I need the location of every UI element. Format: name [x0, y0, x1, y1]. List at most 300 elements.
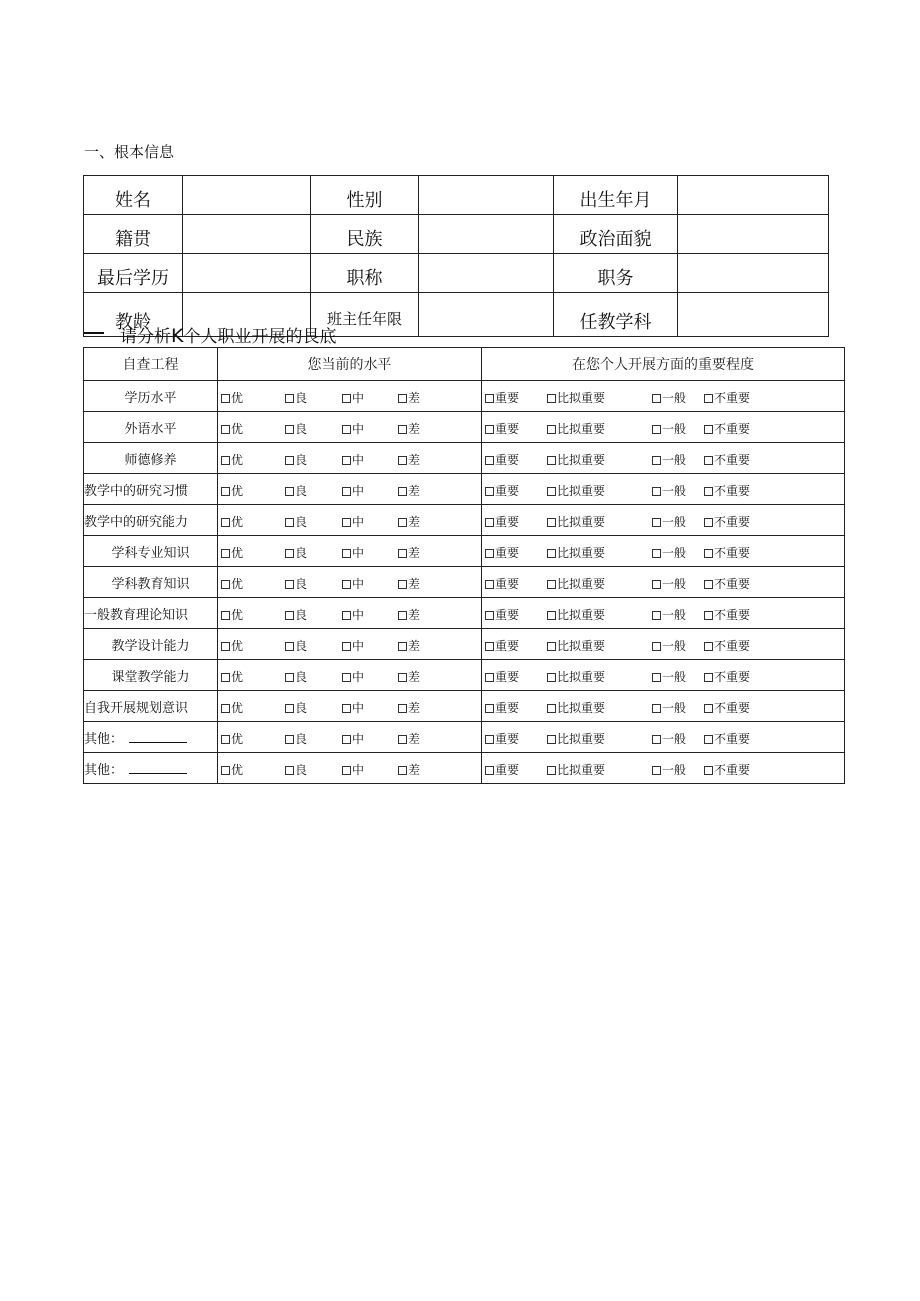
- checkbox-icon[interactable]: [652, 673, 661, 682]
- level-option[interactable]: [398, 761, 420, 778]
- importance-option[interactable]: [485, 451, 519, 468]
- level-option[interactable]: [398, 389, 420, 406]
- checkbox-icon[interactable]: [285, 425, 294, 434]
- checkbox-icon[interactable]: [285, 518, 294, 527]
- level-options-cell: [218, 381, 482, 412]
- importance-option[interactable]: [652, 730, 686, 747]
- importance-option[interactable]: [652, 389, 686, 406]
- survey-item-cell: [84, 443, 218, 474]
- checkbox-icon[interactable]: [342, 735, 351, 744]
- importance-option-label: 不重要: [714, 577, 751, 591]
- level-option[interactable]: [398, 730, 420, 747]
- importance-option[interactable]: [704, 761, 750, 778]
- importance-option[interactable]: [704, 482, 750, 499]
- checkbox-icon[interactable]: [547, 766, 556, 775]
- checkbox-icon[interactable]: [398, 766, 407, 775]
- checkbox-icon[interactable]: [485, 642, 494, 651]
- checkbox-icon[interactable]: [398, 704, 407, 713]
- checkbox-icon[interactable]: [221, 735, 230, 744]
- importance-option-label: 重要: [495, 453, 520, 467]
- importance-option-label: 不重要: [714, 515, 751, 529]
- level-option[interactable]: [342, 606, 364, 623]
- checkbox-icon[interactable]: [704, 487, 713, 496]
- checkbox-icon[interactable]: [285, 549, 294, 558]
- importance-option[interactable]: [652, 544, 686, 561]
- checkbox-icon[interactable]: [652, 735, 661, 744]
- checkbox-icon[interactable]: [547, 611, 556, 620]
- level-option[interactable]: [221, 420, 243, 437]
- checkbox-icon[interactable]: [652, 549, 661, 558]
- level-option-label: 差: [408, 577, 421, 591]
- level-option[interactable]: [285, 420, 307, 437]
- checkbox-icon[interactable]: [652, 704, 661, 713]
- checkbox-icon[interactable]: [285, 456, 294, 465]
- importance-option-label: 重要: [495, 484, 520, 498]
- level-option[interactable]: [285, 761, 307, 778]
- level-option[interactable]: [398, 575, 420, 592]
- checkbox-icon[interactable]: [342, 487, 351, 496]
- checkbox-icon[interactable]: [485, 766, 494, 775]
- checkbox-icon[interactable]: [342, 642, 351, 651]
- level-option-label: 良: [295, 732, 308, 746]
- checkbox-icon[interactable]: [221, 518, 230, 527]
- checkbox-icon[interactable]: [221, 580, 230, 589]
- importance-options-cell: [482, 443, 845, 474]
- survey-row: [84, 536, 845, 567]
- section1-heading: 一、根本信息: [84, 143, 175, 161]
- checkbox-icon[interactable]: [221, 549, 230, 558]
- checkbox-icon[interactable]: [398, 580, 407, 589]
- checkbox-icon[interactable]: [398, 735, 407, 744]
- level-options-cell: [218, 505, 482, 536]
- importance-option[interactable]: [485, 637, 519, 654]
- importance-option[interactable]: [652, 761, 686, 778]
- importance-option[interactable]: [652, 420, 686, 437]
- info-value-field[interactable]: [678, 293, 829, 337]
- importance-option[interactable]: [704, 606, 750, 623]
- importance-option[interactable]: [485, 606, 519, 623]
- importance-option[interactable]: [485, 389, 519, 406]
- importance-option[interactable]: [547, 482, 605, 499]
- level-option[interactable]: [221, 451, 243, 468]
- importance-option[interactable]: [652, 575, 686, 592]
- importance-option[interactable]: [704, 389, 750, 406]
- level-option[interactable]: [221, 699, 243, 716]
- importance-option[interactable]: [652, 668, 686, 685]
- checkbox-icon[interactable]: [704, 766, 713, 775]
- checkbox-icon[interactable]: [221, 673, 230, 682]
- checkbox-icon[interactable]: [547, 425, 556, 434]
- checkbox-icon[interactable]: [704, 394, 713, 403]
- checkbox-icon[interactable]: [285, 704, 294, 713]
- level-option[interactable]: [285, 699, 307, 716]
- importance-option[interactable]: [547, 513, 605, 530]
- checkbox-icon[interactable]: [547, 518, 556, 527]
- checkbox-icon[interactable]: [704, 735, 713, 744]
- checkbox-icon[interactable]: [342, 549, 351, 558]
- checkbox-icon[interactable]: [221, 425, 230, 434]
- importance-option[interactable]: [547, 544, 605, 561]
- section2-heading: [84, 326, 336, 347]
- survey-row: [84, 412, 845, 443]
- checkbox-icon[interactable]: [285, 766, 294, 775]
- checkbox-icon[interactable]: [547, 673, 556, 682]
- level-option[interactable]: [221, 761, 243, 778]
- checkbox-icon[interactable]: [398, 456, 407, 465]
- importance-option-label: 不重要: [714, 453, 751, 467]
- checkbox-icon[interactable]: [221, 766, 230, 775]
- level-option[interactable]: [285, 513, 307, 530]
- checkbox-icon[interactable]: [398, 549, 407, 558]
- level-option-label: 优: [231, 701, 244, 715]
- level-option[interactable]: [221, 575, 243, 592]
- level-option[interactable]: [398, 451, 420, 468]
- info-value-field[interactable]: [678, 215, 829, 254]
- info-value-field[interactable]: [419, 176, 554, 215]
- checkbox-icon[interactable]: [485, 673, 494, 682]
- level-option-label: 良: [295, 701, 308, 715]
- level-option[interactable]: [285, 668, 307, 685]
- checkbox-icon[interactable]: [652, 642, 661, 651]
- checkbox-icon[interactable]: [342, 611, 351, 620]
- info-value-field[interactable]: [183, 176, 311, 215]
- level-option[interactable]: [342, 575, 364, 592]
- checkbox-icon[interactable]: [285, 611, 294, 620]
- level-option[interactable]: [221, 513, 243, 530]
- level-option[interactable]: [285, 389, 307, 406]
- level-option[interactable]: [285, 544, 307, 561]
- survey-row: [84, 598, 845, 629]
- other-blank-field[interactable]: [129, 763, 187, 774]
- level-option-label: 差: [408, 732, 421, 746]
- checkbox-icon[interactable]: [652, 518, 661, 527]
- level-option[interactable]: [285, 637, 307, 654]
- level-option[interactable]: [342, 513, 364, 530]
- level-option[interactable]: [342, 544, 364, 561]
- importance-option[interactable]: [547, 637, 605, 654]
- importance-option[interactable]: [547, 451, 605, 468]
- importance-option[interactable]: [485, 544, 519, 561]
- level-option-label: 良: [295, 453, 308, 467]
- importance-option[interactable]: [652, 513, 686, 530]
- level-option[interactable]: [285, 575, 307, 592]
- checkbox-icon[interactable]: [704, 425, 713, 434]
- checkbox-icon[interactable]: [704, 673, 713, 682]
- level-option[interactable]: [342, 482, 364, 499]
- checkbox-icon[interactable]: [398, 487, 407, 496]
- checkbox-icon[interactable]: [285, 580, 294, 589]
- checkbox-icon[interactable]: [342, 580, 351, 589]
- level-option-label: 中: [352, 732, 365, 746]
- importance-option-label: 重要: [495, 577, 520, 591]
- level-option[interactable]: [398, 544, 420, 561]
- checkbox-icon[interactable]: [342, 766, 351, 775]
- checkbox-icon[interactable]: [485, 425, 494, 434]
- level-option[interactable]: [398, 699, 420, 716]
- basic-info-table: [83, 175, 829, 337]
- level-option[interactable]: [221, 668, 243, 685]
- level-option[interactable]: [398, 420, 420, 437]
- checkbox-icon[interactable]: [485, 735, 494, 744]
- level-option-label: 优: [231, 763, 244, 777]
- importance-option-label: 不重要: [714, 639, 751, 653]
- checkbox-icon[interactable]: [704, 549, 713, 558]
- importance-option-label: 比拟重要: [557, 453, 606, 467]
- importance-option[interactable]: [485, 420, 519, 437]
- level-option-label: 优: [231, 732, 244, 746]
- importance-option[interactable]: [704, 544, 750, 561]
- checkbox-icon[interactable]: [485, 611, 494, 620]
- level-option[interactable]: [398, 482, 420, 499]
- level-option[interactable]: [342, 389, 364, 406]
- level-option-label: 良: [295, 670, 308, 684]
- checkbox-icon[interactable]: [285, 487, 294, 496]
- importance-options-cell: [482, 753, 845, 784]
- level-options-cell: [218, 629, 482, 660]
- importance-option[interactable]: [485, 761, 519, 778]
- checkbox-icon[interactable]: [652, 611, 661, 620]
- importance-option[interactable]: [704, 575, 750, 592]
- checkbox-icon[interactable]: [547, 704, 556, 713]
- level-option-label: 优: [231, 515, 244, 529]
- importance-option[interactable]: [652, 637, 686, 654]
- importance-option[interactable]: [547, 420, 605, 437]
- checkbox-icon[interactable]: [547, 456, 556, 465]
- importance-option[interactable]: [704, 451, 750, 468]
- checkbox-icon[interactable]: [652, 456, 661, 465]
- survey-item-label: 教学中的研究习惯: [84, 483, 189, 499]
- importance-option[interactable]: [547, 668, 605, 685]
- info-value-field[interactable]: [419, 293, 554, 337]
- importance-option[interactable]: [485, 482, 519, 499]
- level-option-label: 优: [231, 639, 244, 653]
- checkbox-icon[interactable]: [221, 642, 230, 651]
- checkbox-icon[interactable]: [398, 425, 407, 434]
- checkbox-icon[interactable]: [485, 518, 494, 527]
- importance-option[interactable]: [704, 420, 750, 437]
- checkbox-icon[interactable]: [398, 394, 407, 403]
- survey-row: [84, 629, 845, 660]
- checkbox-icon[interactable]: [547, 487, 556, 496]
- importance-option[interactable]: [485, 668, 519, 685]
- checkbox-icon[interactable]: [285, 673, 294, 682]
- checkbox-icon[interactable]: [342, 394, 351, 403]
- level-option[interactable]: [342, 420, 364, 437]
- level-option[interactable]: [221, 637, 243, 654]
- checkbox-icon[interactable]: [221, 487, 230, 496]
- checkbox-icon[interactable]: [485, 456, 494, 465]
- level-option-label: 优: [231, 577, 244, 591]
- checkbox-icon[interactable]: [285, 394, 294, 403]
- importance-option[interactable]: [652, 606, 686, 623]
- survey-item-cell: [84, 753, 218, 784]
- checkbox-icon[interactable]: [485, 580, 494, 589]
- level-option[interactable]: [342, 668, 364, 685]
- other-blank-field[interactable]: [129, 732, 187, 743]
- importance-option[interactable]: [547, 389, 605, 406]
- level-option[interactable]: [285, 451, 307, 468]
- level-option-label: 优: [231, 422, 244, 436]
- survey-item-label: 学科专业知识: [111, 545, 190, 561]
- checkbox-icon[interactable]: [221, 704, 230, 713]
- level-option[interactable]: [285, 482, 307, 499]
- level-option-label: 中: [352, 515, 365, 529]
- importance-option-label: 不重要: [714, 546, 751, 560]
- importance-option[interactable]: [547, 575, 605, 592]
- level-option-label: 良: [295, 484, 308, 498]
- importance-options-cell: [482, 505, 845, 536]
- checkbox-icon[interactable]: [342, 425, 351, 434]
- checkbox-icon[interactable]: [342, 518, 351, 527]
- checkbox-icon[interactable]: [285, 642, 294, 651]
- checkbox-icon[interactable]: [652, 580, 661, 589]
- info-label: 教龄: [84, 293, 183, 337]
- info-value-field[interactable]: [183, 254, 311, 293]
- importance-option[interactable]: [485, 699, 519, 716]
- checkbox-icon[interactable]: [221, 456, 230, 465]
- level-option[interactable]: [221, 482, 243, 499]
- checkbox-icon[interactable]: [342, 673, 351, 682]
- checkbox-icon[interactable]: [398, 518, 407, 527]
- level-option[interactable]: [398, 606, 420, 623]
- level-option[interactable]: [342, 761, 364, 778]
- level-option[interactable]: [342, 637, 364, 654]
- level-option-label: 中: [352, 391, 365, 405]
- level-option[interactable]: [398, 668, 420, 685]
- importance-option-label: 重要: [495, 732, 520, 746]
- survey-item-cell: [84, 598, 218, 629]
- checkbox-icon[interactable]: [547, 580, 556, 589]
- importance-option[interactable]: [704, 513, 750, 530]
- survey-item-label: 一般教育理论知识: [84, 607, 189, 623]
- level-option[interactable]: [221, 730, 243, 747]
- checkbox-icon[interactable]: [285, 735, 294, 744]
- level-option-label: 差: [408, 484, 421, 498]
- level-option-label: 差: [408, 453, 421, 467]
- importance-option-label: 一般: [662, 763, 687, 777]
- importance-option[interactable]: [704, 699, 750, 716]
- importance-option-label: 不重要: [714, 763, 751, 777]
- checkbox-icon[interactable]: [342, 456, 351, 465]
- info-value-field[interactable]: [678, 176, 829, 215]
- level-option[interactable]: [398, 637, 420, 654]
- level-options-cell: [218, 443, 482, 474]
- info-label: 民族: [311, 215, 419, 254]
- importance-option[interactable]: [652, 451, 686, 468]
- info-value-field[interactable]: [419, 254, 554, 293]
- importance-option[interactable]: [652, 482, 686, 499]
- importance-option[interactable]: [547, 606, 605, 623]
- checkbox-icon[interactable]: [221, 394, 230, 403]
- importance-option[interactable]: [652, 699, 686, 716]
- level-option[interactable]: [285, 606, 307, 623]
- checkbox-icon[interactable]: [704, 518, 713, 527]
- checkbox-icon[interactable]: [547, 642, 556, 651]
- info-value-field[interactable]: [183, 215, 311, 254]
- checkbox-icon[interactable]: [342, 704, 351, 713]
- level-options-cell: [218, 536, 482, 567]
- level-option[interactable]: [342, 699, 364, 716]
- level-option-label: 差: [408, 670, 421, 684]
- checkbox-icon[interactable]: [652, 766, 661, 775]
- importance-option-label: 比拟重要: [557, 515, 606, 529]
- checkbox-icon[interactable]: [704, 642, 713, 651]
- info-value-field[interactable]: [419, 215, 554, 254]
- level-options-cell: [218, 753, 482, 784]
- level-option-label: 中: [352, 422, 365, 436]
- level-option-label: 中: [352, 577, 365, 591]
- info-label: 政治面貌: [554, 215, 678, 254]
- checkbox-icon[interactable]: [547, 735, 556, 744]
- importance-option-label: 不重要: [714, 670, 751, 684]
- info-value-field[interactable]: [678, 254, 829, 293]
- level-option[interactable]: [398, 513, 420, 530]
- importance-option[interactable]: [704, 730, 750, 747]
- importance-option-label: 重要: [495, 608, 520, 622]
- level-option[interactable]: [221, 389, 243, 406]
- checkbox-icon[interactable]: [547, 549, 556, 558]
- survey-item-label: 学历水平: [124, 390, 177, 406]
- checkbox-icon[interactable]: [485, 704, 494, 713]
- importance-option[interactable]: [704, 637, 750, 654]
- importance-option[interactable]: [547, 730, 605, 747]
- checkbox-icon[interactable]: [547, 394, 556, 403]
- level-option-label: 中: [352, 484, 365, 498]
- level-option[interactable]: [285, 730, 307, 747]
- checkbox-icon[interactable]: [221, 611, 230, 620]
- checkbox-icon[interactable]: [398, 673, 407, 682]
- checkbox-icon[interactable]: [704, 456, 713, 465]
- importance-option[interactable]: [547, 699, 605, 716]
- checkbox-icon[interactable]: [398, 642, 407, 651]
- level-option[interactable]: [342, 730, 364, 747]
- level-option-label: 中: [352, 670, 365, 684]
- level-option-label: 差: [408, 422, 421, 436]
- importance-option[interactable]: [547, 761, 605, 778]
- level-option[interactable]: [221, 606, 243, 623]
- checkbox-icon[interactable]: [398, 611, 407, 620]
- importance-option[interactable]: [485, 730, 519, 747]
- level-option-label: 优: [231, 484, 244, 498]
- checkbox-icon[interactable]: [485, 487, 494, 496]
- level-option[interactable]: [342, 451, 364, 468]
- survey-row: [84, 722, 845, 753]
- importance-option[interactable]: [704, 668, 750, 685]
- info-label: 职务: [554, 254, 678, 293]
- level-option-label: 差: [408, 546, 421, 560]
- level-option-label: 优: [231, 453, 244, 467]
- checkbox-icon[interactable]: [704, 704, 713, 713]
- checkbox-icon[interactable]: [485, 394, 494, 403]
- survey-item-cell: [84, 505, 218, 536]
- importance-option-label: 重要: [495, 670, 520, 684]
- checkbox-icon[interactable]: [652, 425, 661, 434]
- checkbox-icon[interactable]: [652, 487, 661, 496]
- importance-option-label: 不重要: [714, 608, 751, 622]
- importance-options-cell: [482, 567, 845, 598]
- survey-item-label: 自我开展规划意识: [84, 700, 189, 716]
- checkbox-icon[interactable]: [704, 580, 713, 589]
- level-options-cell: [218, 474, 482, 505]
- section2-k: K: [171, 325, 184, 347]
- level-option[interactable]: [221, 544, 243, 561]
- importance-option[interactable]: [485, 575, 519, 592]
- importance-option[interactable]: [485, 513, 519, 530]
- checkbox-icon[interactable]: [704, 611, 713, 620]
- checkbox-icon[interactable]: [652, 394, 661, 403]
- importance-option-label: 一般: [662, 670, 687, 684]
- checkbox-icon[interactable]: [485, 549, 494, 558]
